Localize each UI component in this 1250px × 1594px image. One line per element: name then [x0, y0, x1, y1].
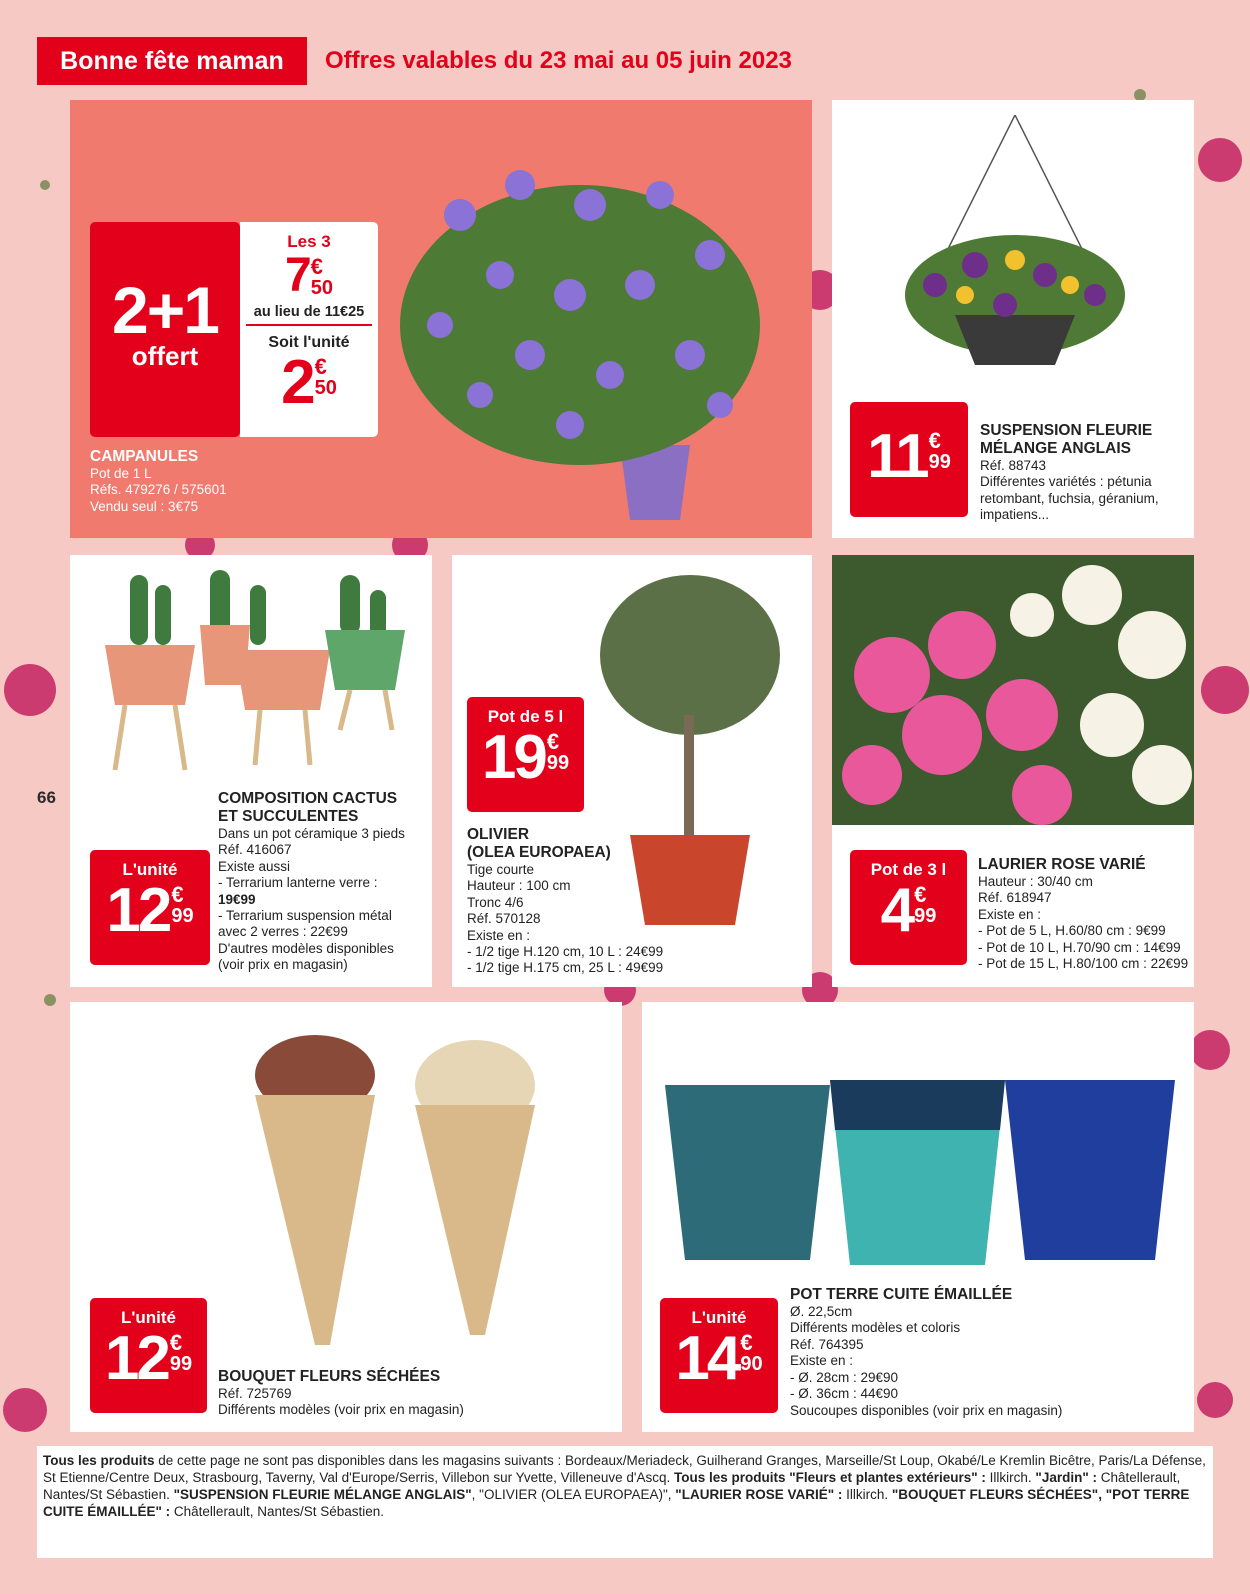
cactus-line: D'autres modèles disponibles: [218, 940, 394, 956]
footnote-text: Châtellerault, Nantes/St Sébastien.: [170, 1504, 385, 1519]
promo-2plus1: 2+1: [112, 273, 218, 347]
bouquet-image: [235, 1025, 565, 1355]
bouquet-line: Réf. 725769: [218, 1385, 292, 1401]
cactus-line: avec 2 verres : 22€99: [218, 924, 348, 940]
laurier-line: Réf. 618947: [978, 890, 1052, 906]
suspension-line: retombant, fuchsia, géranium,: [980, 490, 1159, 506]
footnote-bold: Tous les produits: [43, 1453, 155, 1468]
cactus-price-label: L'unité: [122, 860, 178, 879]
cactus-line: - Terrarium suspension métal: [218, 907, 392, 923]
olivier-line: Réf. 570128: [467, 911, 541, 927]
les3-price-int: 7: [285, 249, 309, 302]
cactus-line: 19€99: [218, 891, 256, 907]
cactus-line: Dans un pot céramique 3 pieds: [218, 825, 405, 841]
laurier-price-badge: Pot de 3 l 4 € 99: [850, 850, 967, 965]
les3-price-dec: 50: [310, 277, 333, 299]
footnote-text: , "OLIVIER (OLEA EUROPAEA)",: [471, 1487, 676, 1502]
bouquet-price-label: L'unité: [120, 1308, 177, 1327]
bouquet-line: Différents modèles (voir prix en magasin): [218, 1402, 464, 1418]
pot-line: - Ø. 36cm : 44€90: [790, 1386, 899, 1402]
bouquet-price-int: 12: [104, 1324, 168, 1393]
offer-dates: Offres valables du 23 mai au 05 juin 2023: [325, 47, 792, 74]
suspension-line: Différentes variétés : pétunia: [980, 474, 1152, 490]
campanules-plant-image: [380, 125, 780, 525]
footnote-bold: "LAURIER ROSE VARIÉ" :: [675, 1487, 843, 1502]
cactus-line: (voir prix en magasin): [218, 957, 348, 973]
footnote-text: de cette page ne sont pas disponibles dans les magasins suivants : Bordeaux/Meriadeck, Guilherand Granges, Marseille/St Loup, Okabé/Le Kremlin Bicêtre, Paris/La Défense, St Etienne/Centre Deux, Strasbourg, Taverny, Val d'Europe/Serris, Villebon sur Yvette, Villeneuve d'Ascq.: [43, 1453, 1206, 1485]
footnote-bold: "Jardin" :: [1035, 1470, 1097, 1485]
pot-title: POT TERRE CUITE ÉMAILLÉE: [790, 1286, 1013, 1303]
footnote-text: Châtellerault, Nantes/St Sébastien.: [43, 1470, 1181, 1502]
bouquet-price-badge: L'unité 12 € 99: [90, 1298, 207, 1413]
cactus-plant-image: [100, 565, 410, 775]
olivier-line: Tige courte: [467, 861, 535, 877]
suspension-price-dec: 99: [928, 451, 951, 473]
pot-line: - Ø. 28cm : 29€90: [790, 1369, 899, 1385]
soit-unite-label: Soit l'unité: [268, 334, 350, 351]
campanules-line: Vendu seul : 3€75: [90, 498, 199, 514]
cactus-price-int: 12: [106, 876, 170, 945]
laurier-price-label: Pot de 3 l: [870, 860, 947, 879]
laurier-line: - Pot de 10 L, H.70/90 cm : 14€99: [978, 939, 1181, 955]
laurier-line: Existe en :: [978, 906, 1042, 922]
laurier-info: [978, 856, 1188, 973]
suspension-plant-image: [895, 115, 1135, 375]
pot-price-dec: 90: [740, 1353, 763, 1375]
header-badge: Bonne fête maman: [37, 37, 307, 85]
pot-line: Existe en :: [790, 1353, 854, 1369]
suspension-info: [980, 422, 1159, 524]
footnote-text: Illkirch.: [842, 1487, 892, 1502]
pots-image: [660, 1080, 1180, 1280]
les3-label: Les 3: [287, 232, 331, 251]
cactus-info: [218, 790, 405, 974]
suspension-title-1: SUSPENSION FLEURIE: [980, 422, 1153, 439]
footnote-bold: Tous les produits "Fleurs et plantes extérieurs" :: [674, 1470, 986, 1485]
olivier-line: - 1/2 tige H.175 cm, 25 L : 49€99: [467, 960, 664, 976]
footnote-bold: "SUSPENSION FLEURIE MÉLANGE ANGLAIS": [173, 1487, 472, 1502]
olivier-price-badge: Pot de 5 l 19 € 99: [467, 697, 584, 812]
cactus-title-1: COMPOSITION CACTUS: [218, 790, 398, 807]
campanules-promo-badge: [90, 222, 240, 437]
cactus-price-badge: L'unité 12 € 99: [90, 850, 210, 965]
pot-price-int: 14: [675, 1324, 739, 1393]
suspension-price-badge: 11 € 99: [850, 402, 968, 517]
laurier-flower-image: [832, 555, 1194, 825]
olivier-line: - 1/2 tige H.120 cm, 10 L : 24€99: [467, 943, 664, 959]
page-number: 66: [37, 788, 56, 807]
olivier-line: Existe en :: [467, 927, 531, 943]
suspension-title-2: MÉLANGE ANGLAIS: [980, 439, 1131, 457]
laurier-line: - Pot de 15 L, H.80/100 cm : 22€99: [978, 956, 1189, 972]
unit-price-int: 2: [281, 348, 313, 417]
lieu-price: au lieu de 11€25: [246, 300, 372, 326]
laurier-line: Hauteur : 30/40 cm: [978, 873, 1093, 889]
suspension-price-int: 11: [867, 422, 927, 491]
pot-line: Réf. 764395: [790, 1336, 864, 1352]
unit-price-dec: 50: [314, 377, 337, 399]
availability-footnote: [37, 1446, 1213, 1558]
cactus-line: - Terrarium lanterne verre :: [218, 875, 378, 891]
laurier-price-int: 4: [880, 876, 913, 945]
pot-line: Soucoupes disponibles (voir prix en magasin): [790, 1402, 1063, 1418]
bouquet-info: [218, 1368, 464, 1419]
olivier-line: Hauteur : 100 cm: [467, 878, 571, 894]
cactus-line: Réf. 416067: [218, 842, 292, 858]
suspension-line: Réf. 88743: [980, 457, 1047, 473]
suspension-line: impatiens...: [980, 507, 1050, 523]
pot-info: [790, 1286, 1062, 1419]
laurier-price-dec: 99: [914, 905, 937, 927]
campanules-info: [90, 448, 227, 515]
olivier-title-1: OLIVIER: [467, 826, 530, 843]
olivier-price-int: 19: [481, 723, 545, 792]
footnote-bold: "BOUQUET FLEURS SÉCHÉES", "POT TERRE CUITE ÉMAILLÉE" :: [43, 1487, 1190, 1519]
pot-line: Différents modèles et coloris: [790, 1320, 961, 1336]
cactus-line: Existe aussi: [218, 858, 291, 874]
bouquet-price-dec: 99: [169, 1353, 193, 1375]
bouquet-title: BOUQUET FLEURS SÉCHÉES: [218, 1368, 441, 1385]
laurier-line: - Pot de 5 L, H.60/80 cm : 9€99: [978, 923, 1166, 939]
pot-price-label: L'unité: [691, 1308, 747, 1327]
olivier-line: Tronc 4/6: [467, 894, 524, 910]
pot-price-badge: L'unité 14 € 90: [660, 1298, 778, 1413]
olivier-price-label: Pot de 5 l: [487, 707, 564, 726]
laurier-title: LAURIER ROSE VARIÉ: [978, 856, 1146, 873]
pot-line: Ø. 22,5cm: [790, 1303, 853, 1319]
olivier-info: [467, 826, 663, 977]
campanules-line: Pot de 1 L: [90, 465, 152, 481]
cactus-price-dec: 99: [171, 905, 194, 927]
campanules-title: CAMPANULES: [90, 448, 199, 465]
olivier-price-dec: 99: [546, 752, 570, 774]
cactus-title-2: ET SUCCULENTES: [218, 807, 359, 825]
footnote-text: Illkirch.: [985, 1470, 1036, 1485]
campanules-line: Réfs. 479276 / 575601: [90, 482, 227, 498]
promo-offert: offert: [131, 341, 199, 371]
olivier-title-2: (OLEA EUROPAEA): [467, 843, 611, 861]
campanules-price-card: Les 3 7 € 50 au lieu de 11€25 Soit l'unité 2 € 50: [240, 222, 378, 437]
